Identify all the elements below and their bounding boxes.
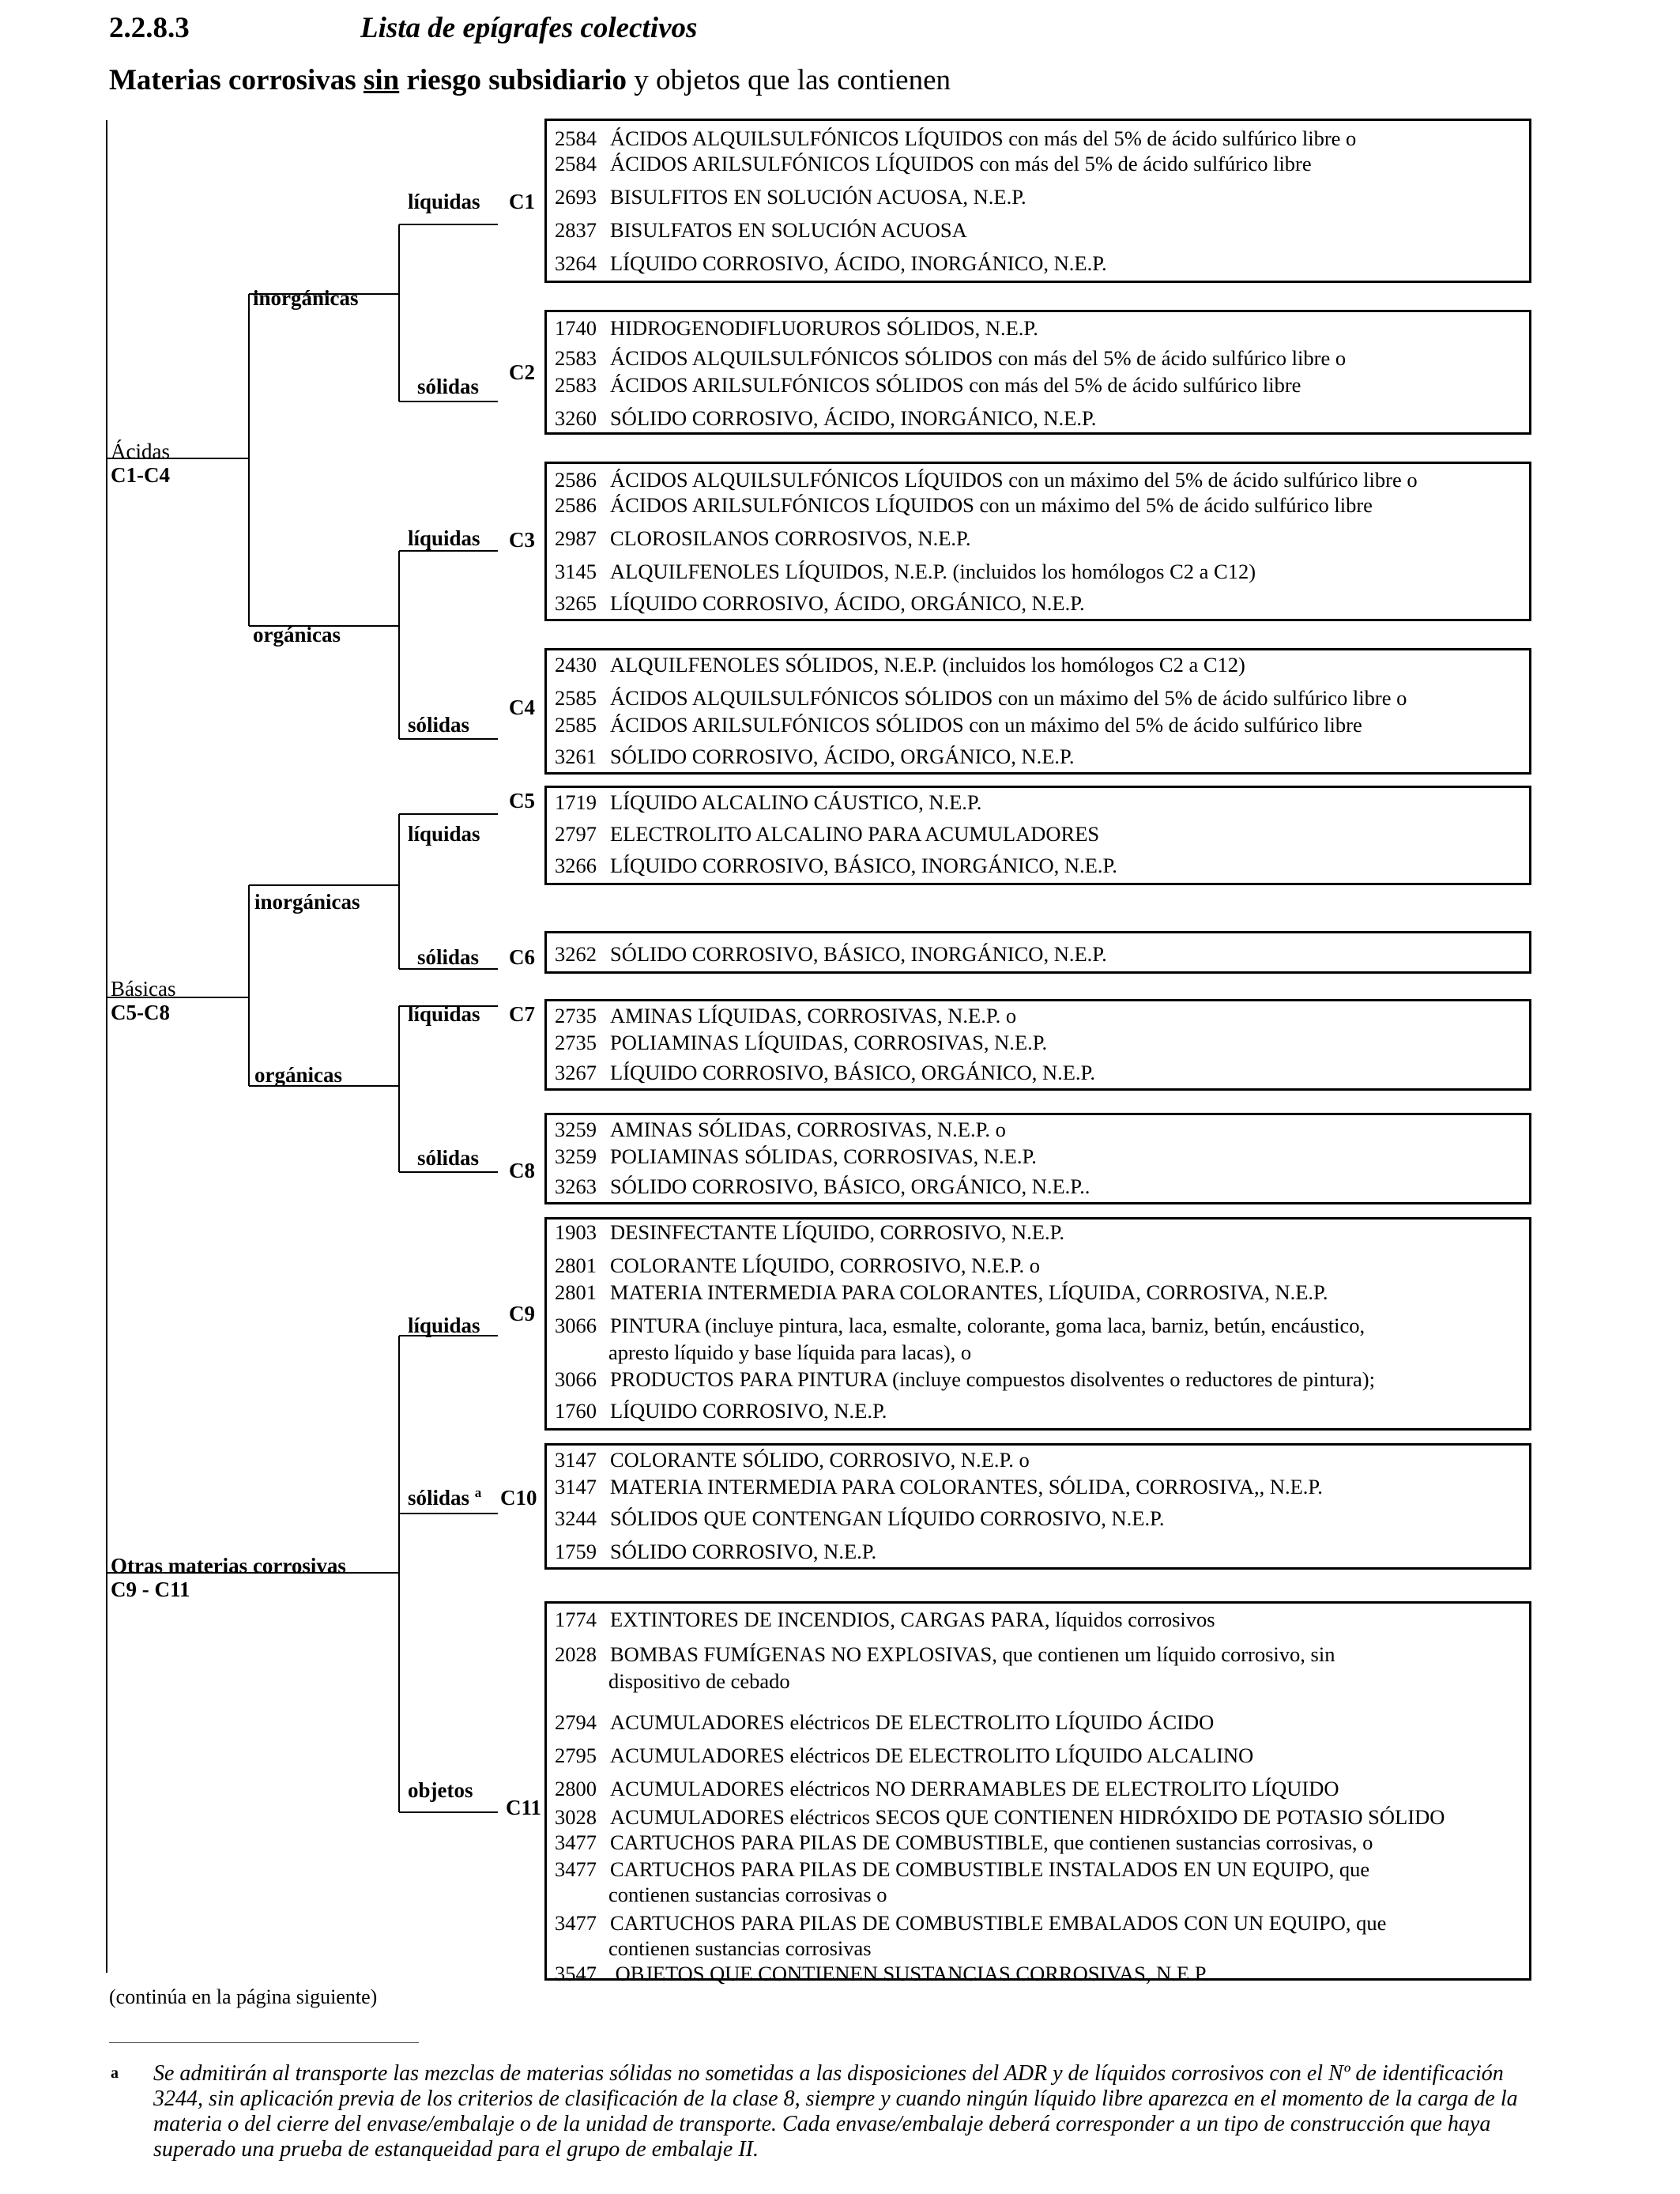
code-c6: C6 bbox=[509, 945, 535, 969]
entry-row: 3266 LÍQUIDO CORROSIVO, BÁSICO, INORGÁNICO, N.E.P. bbox=[555, 854, 1117, 877]
entry-row: 1774 EXTINTORES DE INCENDIOS, CARGAS PARA, líquidos corrosivos bbox=[555, 1608, 1215, 1631]
entry-row: 3028 ACUMULADORES eléctricos SECOS QUE CONTIENEN HIDRÓXIDO DE POTASIO SÓLIDO bbox=[555, 1805, 1445, 1829]
entry-row: 2584 ÁCIDOS ALQUILSULFÓNICOS LÍQUIDOS con más del 5% de ácido sulfúrico libre o bbox=[555, 126, 1357, 150]
entry-row: 2586 ÁCIDOS ALQUILSULFÓNICOS LÍQUIDOS con un máximo del 5% de ácido sulfúrico libre o bbox=[555, 468, 1418, 492]
label-acidas-inorganicas: inorgánicas bbox=[253, 286, 359, 310]
section-number: 2.2.8.3 bbox=[109, 12, 190, 44]
entry-row: 3262 SÓLIDO CORROSIVO, BÁSICO, INORGÁNICO, N.E.P. bbox=[555, 942, 1107, 966]
entry-row: 1760 LÍQUIDO CORROSIVO, N.E.P. bbox=[555, 1399, 887, 1423]
footnote-mark: a bbox=[111, 2064, 119, 2082]
footnote-text: Se admitirán al transporte las mezclas de materias sólidas no sometidas a las disposiciones del ADR y de líquidos corrosivos con el Nº de identificación 3244, sin aplicación previa de los criterios de clasificación de la clase 8, siempre y cuando ningún líquido libre aparezca en el momento de la carga de la materia o del cierre del envase/embalaje o de la unidad de transporte. Cada envase/embalaje deberá corresponder a un tipo de construcción que haya superado una prueba de estanqueidad para el grupo de embalaje II. bbox=[153, 2061, 1518, 2162]
entry-continuation: contienen sustancias corrosivas o bbox=[608, 1883, 887, 1906]
entry-row: 3260 SÓLIDO CORROSIVO, ÁCIDO, INORGÁNICO, N.E.P. bbox=[555, 406, 1097, 430]
label-c1-liquidas: líquidas bbox=[408, 190, 480, 213]
entry-row: 2430 ALQUILFENOLES SÓLIDOS, N.E.P. (incluidos los homólogos C2 a C12) bbox=[555, 653, 1245, 677]
entry-row: 3477 CARTUCHOS PARA PILAS DE COMBUSTIBLE, que contienen sustancias corrosivas, o bbox=[555, 1830, 1373, 1854]
section-title: Lista de epígrafes colectivos bbox=[360, 12, 698, 44]
entry-row: 2585 ÁCIDOS ARILSULFÓNICOS SÓLIDOS con un máximo del 5% de ácido sulfúrico libre bbox=[555, 713, 1362, 737]
label-basicas-organicas: orgánicas bbox=[254, 1063, 342, 1087]
entry-row: 2586 ÁCIDOS ARILSULFÓNICOS LÍQUIDOS con un máximo del 5% de ácido sulfúrico libre bbox=[555, 493, 1373, 517]
entry-row: 2794 ACUMULADORES eléctricos DE ELECTROLITO LÍQUIDO ÁCIDO bbox=[555, 1710, 1215, 1734]
entry-row: 2801 COLORANTE LÍQUIDO, CORROSIVO, N.E.P. o bbox=[555, 1253, 1040, 1277]
label-c2-solidas: sólidas bbox=[417, 375, 480, 398]
entry-row: 2837 BISULFATOS EN SOLUCIÓN ACUOSA bbox=[555, 218, 967, 242]
code-c2: C2 bbox=[509, 360, 535, 384]
label-acidas-range: C1-C4 bbox=[111, 463, 170, 487]
entry-row: 2735 AMINAS LÍQUIDAS, CORROSIVAS, N.E.P. o bbox=[555, 1004, 1017, 1027]
entry-row: 3244 SÓLIDOS QUE CONTENGAN LÍQUIDO CORROSIVO, N.E.P. bbox=[555, 1506, 1165, 1530]
code-c1: C1 bbox=[509, 190, 535, 213]
label-c8-solidas: sólidas bbox=[417, 1146, 480, 1170]
entry-row: 3147 MATERIA INTERMEDIA PARA COLORANTES, SÓLIDA, CORROSIVA,, N.E.P. bbox=[555, 1475, 1323, 1498]
code-c7: C7 bbox=[509, 1002, 535, 1026]
entry-row: 2800 ACUMULADORES eléctricos NO DERRAMABLES DE ELECTROLITO LÍQUIDO bbox=[555, 1777, 1339, 1800]
label-c6-solidas: sólidas bbox=[417, 945, 480, 969]
group-box-c4 bbox=[544, 648, 1531, 775]
entry-row: 2028 BOMBAS FUMÍGENAS NO EXPLOSIVAS, que contienen um líquido corrosivo, sin bbox=[555, 1642, 1335, 1666]
label-otras-range: C9 - C11 bbox=[111, 1578, 190, 1601]
label-c7-liquidas: líquidas bbox=[408, 1002, 480, 1026]
group-box-c10 bbox=[544, 1443, 1531, 1570]
entry-row: 3066 PRODUCTOS PARA PINTURA (incluye compuestos disolventes o reductores de pintura); bbox=[555, 1367, 1375, 1391]
label-c10-solidas bbox=[408, 1481, 481, 1510]
entry-row: 2584 ÁCIDOS ARILSULFÓNICOS LÍQUIDOS con más del 5% de ácido sulfúrico libre bbox=[555, 152, 1312, 175]
code-c8: C8 bbox=[509, 1159, 535, 1182]
code-c11: C11 bbox=[506, 1796, 542, 1819]
group-box-c7 bbox=[544, 999, 1531, 1091]
label-basicas-inorganicas: inorgánicas bbox=[254, 890, 360, 914]
entry-row: 1759 SÓLIDO CORROSIVO, N.E.P. bbox=[555, 1540, 877, 1563]
entry-row: 3265 LÍQUIDO CORROSIVO, ÁCIDO, ORGÁNICO, N.E.P. bbox=[555, 591, 1085, 615]
label-otras: Otras materias corrosivas bbox=[111, 1554, 346, 1578]
entry-row: 3261 SÓLIDO CORROSIVO, ÁCIDO, ORGÁNICO, N.E.P. bbox=[555, 745, 1075, 768]
entry-row: 3267 LÍQUIDO CORROSIVO, BÁSICO, ORGÁNICO, N.E.P. bbox=[555, 1061, 1095, 1084]
entry-row: 3477 CARTUCHOS PARA PILAS DE COMBUSTIBLE EMBALADOS CON UN EQUIPO, que bbox=[555, 1911, 1387, 1935]
label-acidas: Ácidas bbox=[111, 439, 170, 463]
label-c5-liquidas: líquidas bbox=[408, 822, 480, 846]
entry-row: 3547 OBJETOS QUE CONTIENEN SUSTANCIAS CORROSIVAS, N.E.P. bbox=[555, 1962, 1210, 1985]
subtitle-part-3: y objetos que las contienen bbox=[627, 64, 951, 96]
entry-continuation: dispositivo de cebado bbox=[608, 1669, 790, 1693]
subtitle-part-1: Materias corrosivas bbox=[109, 64, 363, 96]
label-c10-solidas-text: sólidas bbox=[408, 1486, 470, 1510]
code-c9: C9 bbox=[509, 1302, 535, 1325]
entry-row: 3264 LÍQUIDO CORROSIVO, ÁCIDO, INORGÁNICO, N.E.P. bbox=[555, 251, 1107, 275]
code-c3: C3 bbox=[509, 528, 535, 552]
entry-row: 2795 ACUMULADORES eléctricos DE ELECTROLITO LÍQUIDO ALCALINO bbox=[555, 1744, 1254, 1767]
continuation-note: (continúa en la página siguiente) bbox=[109, 1985, 378, 2008]
entry-continuation: contienen sustancias corrosivas bbox=[608, 1936, 872, 1960]
group-box-c5 bbox=[544, 786, 1531, 885]
group-box-c8 bbox=[544, 1113, 1531, 1204]
entry-row: 2735 POLIAMINAS LÍQUIDAS, CORROSIVAS, N.E.P. bbox=[555, 1031, 1048, 1054]
entry-row: 2801 MATERIA INTERMEDIA PARA COLORANTES, LÍQUIDA, CORROSIVA, N.E.P. bbox=[555, 1280, 1328, 1304]
footnote-divider bbox=[109, 2042, 419, 2043]
subtitle-part-2: riesgo subsidiario bbox=[399, 64, 627, 96]
code-c5: C5 bbox=[509, 789, 535, 812]
group-box-c3 bbox=[544, 462, 1531, 621]
subtitle-underlined: sin bbox=[363, 64, 400, 96]
group-box-c2 bbox=[544, 310, 1531, 435]
group-box-c1 bbox=[544, 119, 1531, 283]
entry-row: 3259 AMINAS SÓLIDAS, CORROSIVAS, N.E.P. o bbox=[555, 1118, 1006, 1141]
entry-row: 1903 DESINFECTANTE LÍQUIDO, CORROSIVO, N.E.P. bbox=[555, 1220, 1064, 1244]
entry-row: 2585 ÁCIDOS ALQUILSULFÓNICOS SÓLIDOS con un máximo del 5% de ácido sulfúrico libre o bbox=[555, 686, 1407, 710]
group-box-c6 bbox=[544, 931, 1531, 974]
entry-row: 3263 SÓLIDO CORROSIVO, BÁSICO, ORGÁNICO, N.E.P.. bbox=[555, 1174, 1090, 1198]
entry-row: 2583 ÁCIDOS ARILSULFÓNICOS SÓLIDOS con más del 5% de ácido sulfúrico libre bbox=[555, 373, 1301, 397]
entry-row: 1740 HIDROGENODIFLUORUROS SÓLIDOS, N.E.P. bbox=[555, 316, 1038, 340]
entry-row: 1719 LÍQUIDO ALCALINO CÁUSTICO, N.E.P. bbox=[555, 790, 982, 814]
entry-row: 2797 ELECTROLITO ALCALINO PARA ACUMULADORES bbox=[555, 822, 1100, 846]
label-c11-objetos: objetos bbox=[408, 1778, 473, 1802]
label-basicas-range: C5-C8 bbox=[111, 1001, 170, 1024]
entry-row: 2583 ÁCIDOS ALQUILSULFÓNICOS SÓLIDOS con más del 5% de ácido sulfúrico libre o bbox=[555, 346, 1347, 370]
label-c4-solidas: sólidas bbox=[408, 713, 470, 737]
label-basicas: Básicas bbox=[111, 977, 176, 1001]
code-c4: C4 bbox=[509, 696, 535, 719]
entry-continuation: apresto líquido y base líquida para lacas), o bbox=[608, 1340, 972, 1364]
label-c3-liquidas: líquidas bbox=[408, 526, 480, 550]
entry-row: 3477 CARTUCHOS PARA PILAS DE COMBUSTIBLE INSTALADOS EN UN EQUIPO, que bbox=[555, 1857, 1370, 1881]
footnote-ref-a: a bbox=[474, 1485, 482, 1500]
group-box-c9 bbox=[544, 1217, 1531, 1431]
label-acidas-organicas: orgánicas bbox=[253, 623, 341, 647]
code-c10: C10 bbox=[500, 1486, 537, 1510]
entry-row: 3145 ALQUILFENOLES LÍQUIDOS, N.E.P. (incluidos los homólogos C2 a C12) bbox=[555, 560, 1256, 583]
entry-row: 3147 COLORANTE SÓLIDO, CORROSIVO, N.E.P. o bbox=[555, 1448, 1030, 1472]
entry-row: 3066 PINTURA (incluye pintura, laca, esmalte, colorante, goma laca, barniz, betún, encáustico, bbox=[555, 1314, 1365, 1337]
entry-row: 2987 CLOROSILANOS CORROSIVOS, N.E.P. bbox=[555, 526, 971, 550]
entry-row: 3259 POLIAMINAS SÓLIDAS, CORROSIVAS, N.E.P. bbox=[555, 1144, 1037, 1168]
entry-row: 2693 BISULFITOS EN SOLUCIÓN ACUOSA, N.E.P. bbox=[555, 185, 1026, 209]
group-box-c11 bbox=[544, 1601, 1531, 1985]
label-c9-liquidas: líquidas bbox=[408, 1314, 480, 1337]
